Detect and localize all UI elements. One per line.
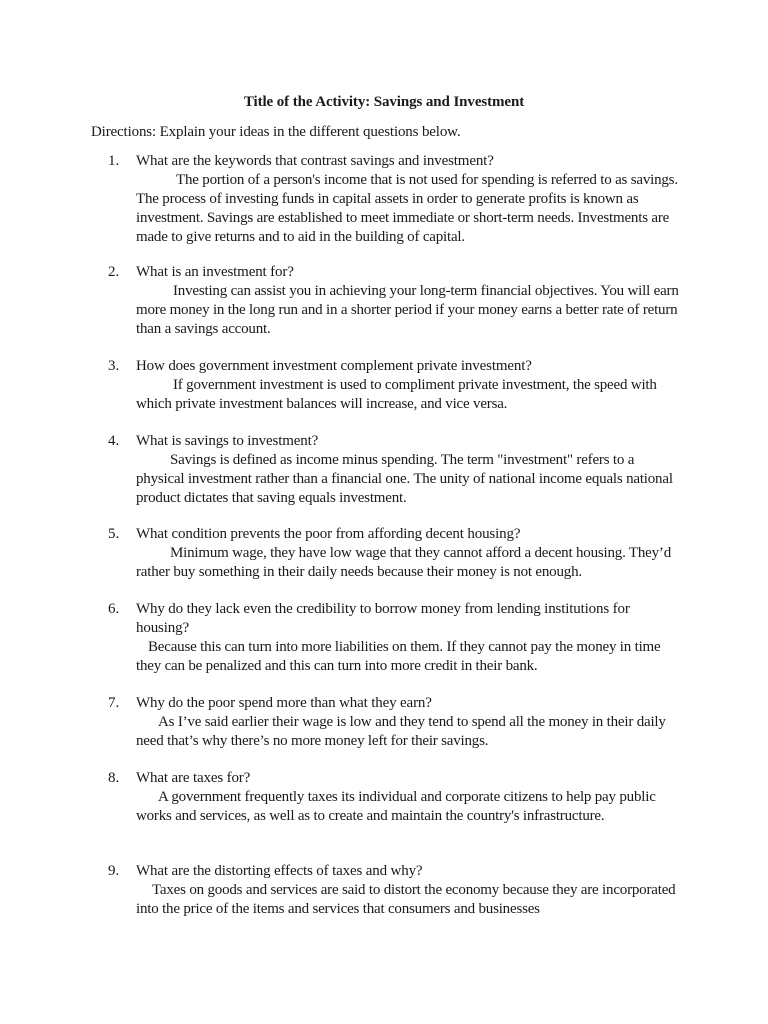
question-text: What are taxes for? <box>136 770 251 786</box>
question-text: What is an investment for? <box>136 264 294 280</box>
question-text: What are the distorting effects of taxes and why? <box>136 863 423 879</box>
answer-text: As I’ve said earlier their wage is low and they tend to spend all the money in their daily need that’s why there’s no more money left for their savings. <box>136 714 666 749</box>
question-number: 8. <box>108 770 120 786</box>
question-number: 9. <box>108 863 120 879</box>
directions-text: Directions: Explain your ideas in the different questions below. <box>91 124 461 140</box>
question-text: Why do they lack even the credibility to borrow money from lending institutions for housing? <box>136 601 630 636</box>
question-number: 4. <box>108 433 120 449</box>
question-text: Why do the poor spend more than what they earn? <box>136 695 432 711</box>
question-number: 2. <box>108 264 120 280</box>
answer-text: The portion of a person's income that is not used for spending is referred to as savings. The process of investing funds in capital assets in order to generate profits is known as investment. Savings are established to meet immediate or short-term needs. Investments are made to give returns and to aid in the building of capital. <box>136 172 678 245</box>
answer-text: A government frequently taxes its individual and corporate citizens to help pay public works and services, as well as to create and maintain the country's infrastructure. <box>136 789 656 824</box>
question-text: What is savings to investment? <box>136 433 319 449</box>
answer-text: Minimum wage, they have low wage that they cannot afford a decent housing. They’d rather buy something in their daily needs because their money is not enough. <box>136 545 672 580</box>
document-title: Title of the Activity: Savings and Investment <box>243 94 525 110</box>
answer-text: Taxes on goods and services are said to distort the economy because they are incorporated into the price of the items and services that consumers and businesses <box>136 882 676 917</box>
question-number: 5. <box>108 526 120 542</box>
question-number: 7. <box>108 695 120 711</box>
question-number: 3. <box>108 358 120 374</box>
question-number: 6. <box>108 601 120 617</box>
answer-text: Because this can turn into more liabilities on them. If they cannot pay the money in time they can be penalized and this can turn into more credit in their bank. <box>136 639 661 674</box>
question-text: How does government investment complement private investment? <box>136 358 532 374</box>
question-text: What are the keywords that contrast savings and investment? <box>136 153 494 169</box>
question-text: What condition prevents the poor from affording decent housing? <box>136 526 521 542</box>
answer-text: If government investment is used to compliment private investment, the speed with which private investment balances will increase, and vice versa. <box>136 377 657 412</box>
answer-text: Investing can assist you in achieving your long-term financial objectives. You will earn more money in the long run and in a shorter period if your money earns a better rate of return than a savings account. <box>136 283 679 337</box>
question-number: 1. <box>108 153 120 169</box>
answer-text: Savings is defined as income minus spending. The term "investment" refers to a physical investment rather than a financial one. The unity of national income equals national product dictates that saving equals investment. <box>136 452 673 506</box>
